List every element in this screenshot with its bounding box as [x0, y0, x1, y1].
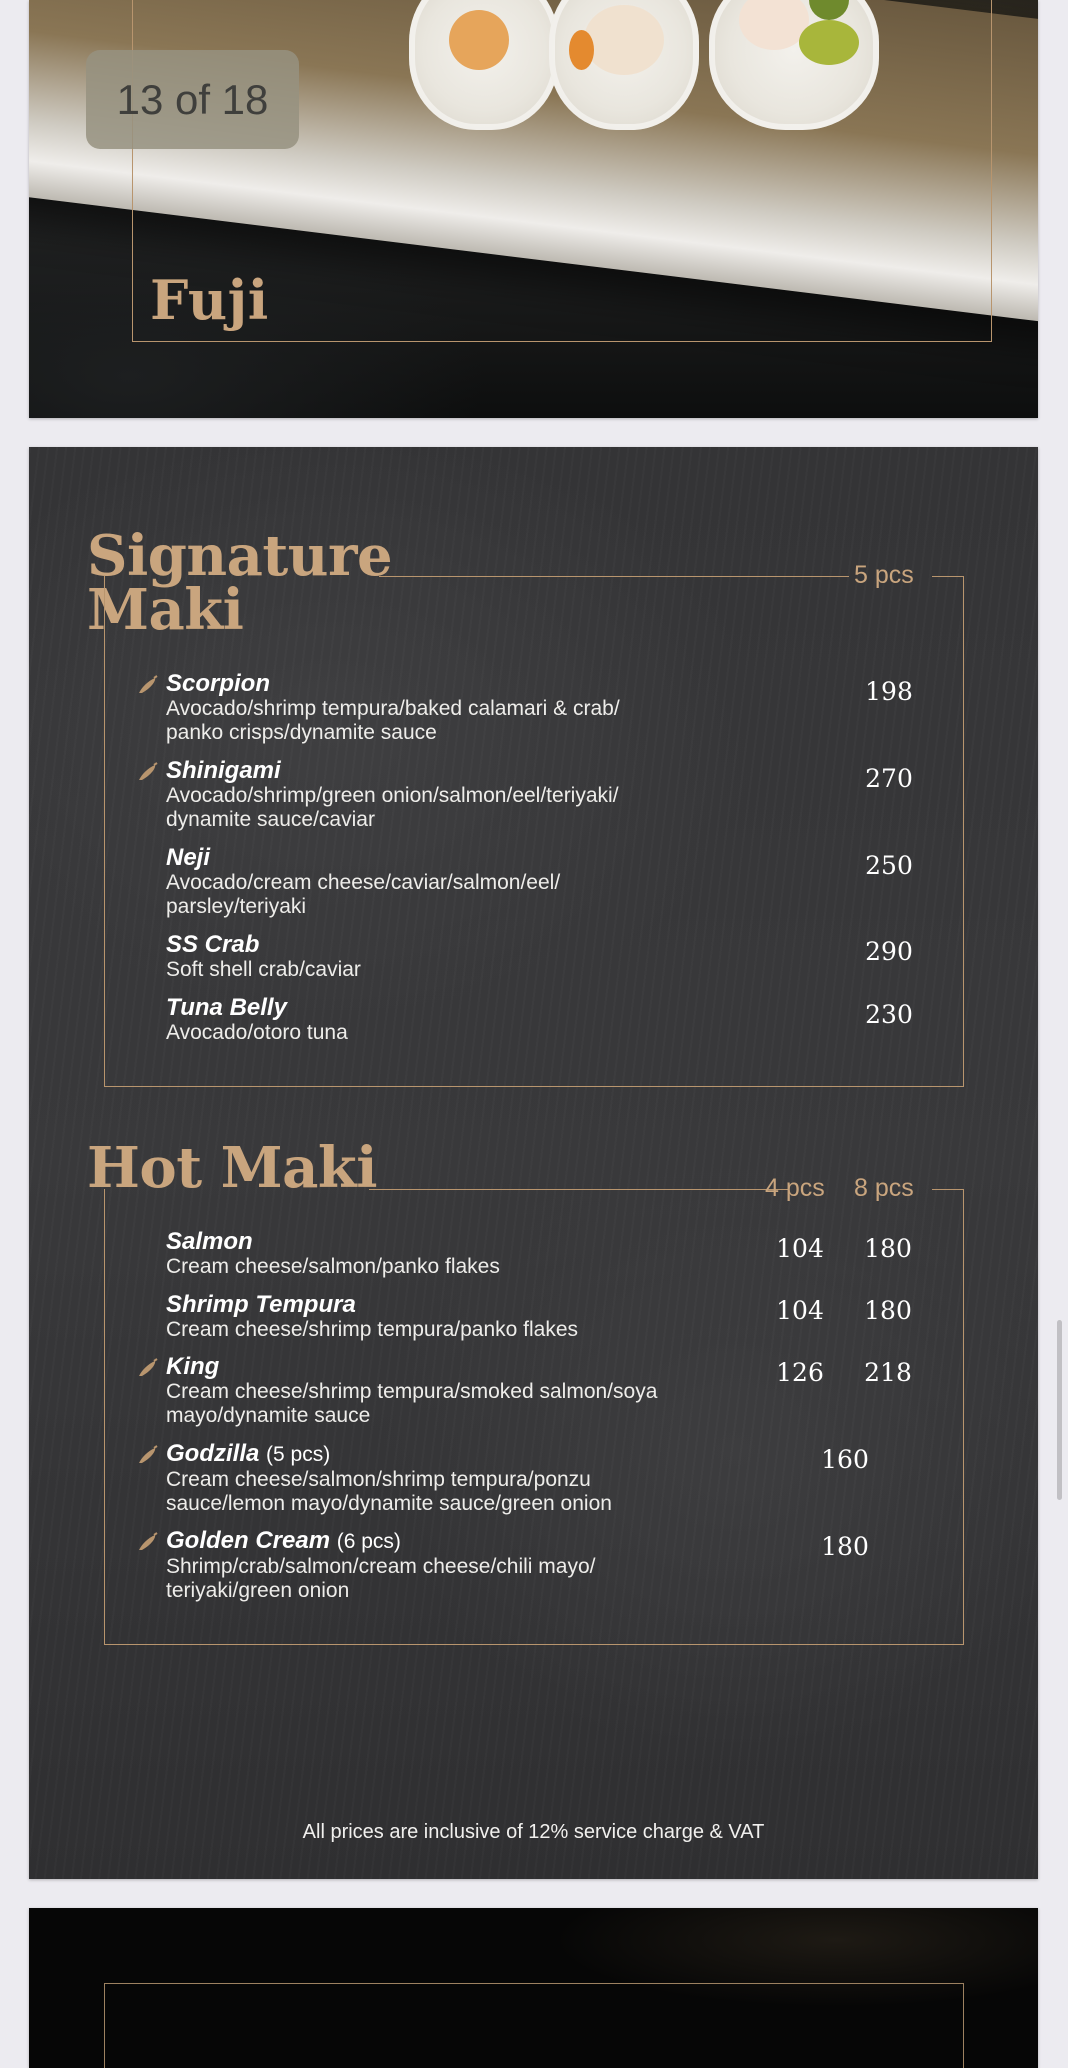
- item-description: Cream cheese/shrimp tempura/smoked salmon/soya: [166, 1380, 658, 1403]
- item-price: 198: [865, 677, 913, 706]
- section-title-line: Signature: [87, 523, 393, 589]
- pieces-label: 4 pcs: [765, 1174, 825, 1202]
- item-description: Soft shell crab/caviar: [166, 958, 361, 981]
- item-price: 250: [865, 851, 913, 880]
- item-description: Avocado/shrimp/green onion/salmon/eel/teriyaki/: [166, 784, 619, 807]
- item-price: 270: [865, 764, 913, 793]
- photo-title: Fuji: [150, 268, 269, 332]
- item-description: Avocado/shrimp tempura/baked calamari & crab/: [166, 697, 620, 720]
- menu-item-tuna-belly: [136, 995, 936, 1045]
- item-price-8pcs: 180: [864, 1296, 912, 1325]
- item-description: Shrimp/crab/salmon/cream cheese/chili mayo/: [166, 1555, 596, 1578]
- item-price-4pcs: 126: [776, 1358, 824, 1387]
- menu-item-shinigami: [136, 758, 936, 832]
- item-price: 180: [821, 1532, 869, 1561]
- item-price-4pcs: 104: [776, 1234, 824, 1263]
- item-price: 230: [865, 1000, 913, 1029]
- item-description: dynamite sauce/caviar: [166, 808, 375, 831]
- chili-icon: [136, 762, 158, 782]
- pieces-label: 8 pcs: [854, 1174, 914, 1202]
- item-name: King: [166, 1353, 220, 1380]
- item-price: 160: [821, 1445, 869, 1474]
- item-description: Avocado/cream cheese/caviar/salmon/eel/: [166, 871, 561, 894]
- chili-icon: [136, 675, 158, 695]
- item-description: Cream cheese/salmon/shrimp tempura/ponzu: [166, 1468, 591, 1491]
- item-name: Salmon: [166, 1228, 253, 1255]
- item-name: Shrimp Tempura: [166, 1291, 356, 1318]
- item-piece-note: (5 pcs): [266, 1443, 331, 1466]
- item-name: Scorpion: [166, 670, 271, 697]
- photo-frame: [104, 1983, 964, 2068]
- item-name: Shinigami: [166, 757, 281, 784]
- chili-icon: [136, 1532, 158, 1552]
- menu-item-neji: [136, 845, 936, 919]
- item-piece-note: (6 pcs): [336, 1530, 401, 1553]
- menu-item-ss-crab: [136, 932, 936, 982]
- item-description: panko crisps/dynamite sauce: [166, 721, 437, 744]
- scrollbar[interactable]: [1057, 1320, 1062, 1500]
- section-title-hot-maki: Hot Maki: [87, 1135, 377, 1201]
- item-description: parsley/teriyaki: [166, 895, 307, 918]
- item-description: Cream cheese/salmon/panko flakes: [166, 1255, 500, 1278]
- item-name: Golden Cream: [166, 1527, 331, 1554]
- menu-page-next[interactable]: [29, 1908, 1038, 2068]
- item-name: Tuna Belly: [166, 994, 287, 1021]
- item-description: Avocado/otoro tuna: [166, 1021, 348, 1044]
- item-description: sauce/lemon mayo/dynamite sauce/green onion: [166, 1492, 612, 1515]
- item-description: mayo/dynamite sauce: [166, 1404, 371, 1427]
- section-title-line: Maki: [87, 577, 244, 643]
- menu-page-maki[interactable]: [29, 447, 1038, 1879]
- item-price-8pcs: 180: [864, 1234, 912, 1263]
- item-description: teriyaki/green onion: [166, 1579, 350, 1602]
- item-price-8pcs: 218: [864, 1358, 912, 1387]
- item-name: SS Crab: [166, 931, 260, 958]
- item-description: Cream cheese/shrimp tempura/panko flakes: [166, 1318, 579, 1341]
- item-name: Neji: [166, 844, 211, 871]
- prices-footnote: All prices are inclusive of 12% service charge & VAT: [302, 1821, 765, 1843]
- item-price: 290: [865, 937, 913, 966]
- menu-item-scorpion: [136, 671, 936, 745]
- menu-page-photo[interactable]: [29, 0, 1038, 418]
- chili-icon: [136, 1445, 158, 1465]
- item-price-4pcs: 104: [776, 1296, 824, 1325]
- item-name: Godzilla: [166, 1440, 260, 1467]
- chili-icon: [136, 1358, 158, 1378]
- page-counter: 13 of 18: [86, 50, 299, 149]
- pieces-label: 5 pcs: [854, 561, 914, 589]
